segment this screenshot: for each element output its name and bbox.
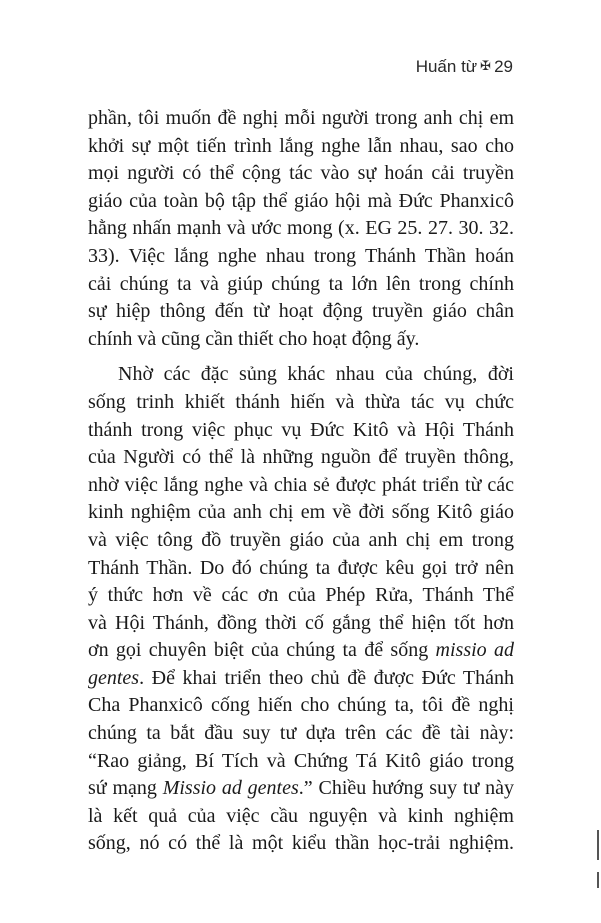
running-header-title: Huấn từ — [415, 57, 478, 76]
text-line: sự hiệp thông đến từ hoạt động truyền giáo chân — [88, 300, 514, 323]
text-line: khởi sự một tiến trình lắng nghe lẫn nhau, sao cho — [88, 134, 514, 157]
text-line: chúng ta bắt đầu suy tư dựa trên các đề tài này: — [88, 722, 514, 745]
text-line: Cha Phanxicô cống hiến cho chúng ta, tôi đề nghị — [88, 694, 514, 717]
text-line: cải chúng ta và giúp chúng ta lớn lên trong chính — [88, 272, 514, 295]
text-line: Nhờ các đặc sủng khác nhau của chúng, đời — [118, 363, 514, 386]
text-span: . Để khai triển theo chủ đề được Đức Thánh — [139, 666, 514, 689]
text-line — [88, 637, 514, 665]
text-span: .” Chiều hướng suy tư này — [298, 777, 515, 800]
text-line: 33). Việc lắng nghe nhau trong Thánh Thần hoán — [88, 244, 514, 267]
text-line: Thánh Thần. Do đó chúng ta được kêu gọi trở nên — [88, 556, 514, 579]
text-line: ý thức hơn về các ơn của Phép Rửa, Thánh Thể — [88, 584, 514, 607]
italic-term: missio ad — [435, 639, 514, 662]
running-header — [416, 57, 513, 77]
text-line: sống trinh khiết thánh hiến và thừa tác vụ chức — [88, 390, 514, 413]
text-line — [88, 665, 514, 693]
text-line: và Hội Thánh, đồng thời cố gắng thể hiện tốt hơn — [88, 611, 514, 634]
paragraph-1 — [88, 105, 514, 353]
text-line: sống, nó có thể là một kiểu thần học-trải nghiệm. — [88, 832, 514, 855]
text-line: hằng nhấn mạnh và ước mong (x. EG 25. 27. 30. 32. — [88, 217, 514, 240]
page-edge-mark — [597, 872, 599, 888]
italic-term: Missio ad gentes — [162, 777, 299, 800]
text-line: chính và cũng cần thiết cho hoạt động ấy. — [88, 327, 420, 350]
page-body — [88, 105, 514, 858]
text-line: kinh nghiệm của anh chị em về đời sống Kitô giáo — [88, 501, 514, 524]
text-line: “Rao giảng, Bí Tích và Chứng Tá Kitô giáo trong — [88, 749, 514, 772]
text-span: sứ mạng — [88, 777, 163, 800]
text-line: giáo của toàn bộ tập thể giáo hội mà Đức Phanxicô — [88, 189, 514, 212]
text-line: thánh trong việc phục vụ Đức Kitô và Hội Thánh — [88, 418, 514, 441]
text-line: và việc tông đồ truyền giáo của anh chị em trong — [88, 528, 514, 551]
text-line: của Người có thể là những nguồn để truyền thông, — [88, 446, 514, 469]
text-line: phần, tôi muốn đề nghị mỗi người trong anh chị em — [88, 107, 514, 129]
text-line: mọi người có thể cộng tác vào sự hoán cải truyền — [88, 162, 514, 185]
cross-icon: ✠ — [480, 58, 492, 73]
text-line: nhờ việc lắng nghe và chia sẻ được phát triển từ các — [88, 473, 514, 496]
page-edge-mark — [597, 830, 599, 860]
text-span: ơn gọi chuyên biệt của chúng ta để sống — [88, 639, 436, 662]
italic-term: gentes — [88, 666, 140, 689]
paragraph-2 — [88, 361, 514, 858]
page-number: 29 — [494, 57, 513, 76]
text-line: là kết quả của việc cầu nguyện và kinh nghiệm — [88, 804, 514, 827]
text-line — [88, 775, 514, 803]
